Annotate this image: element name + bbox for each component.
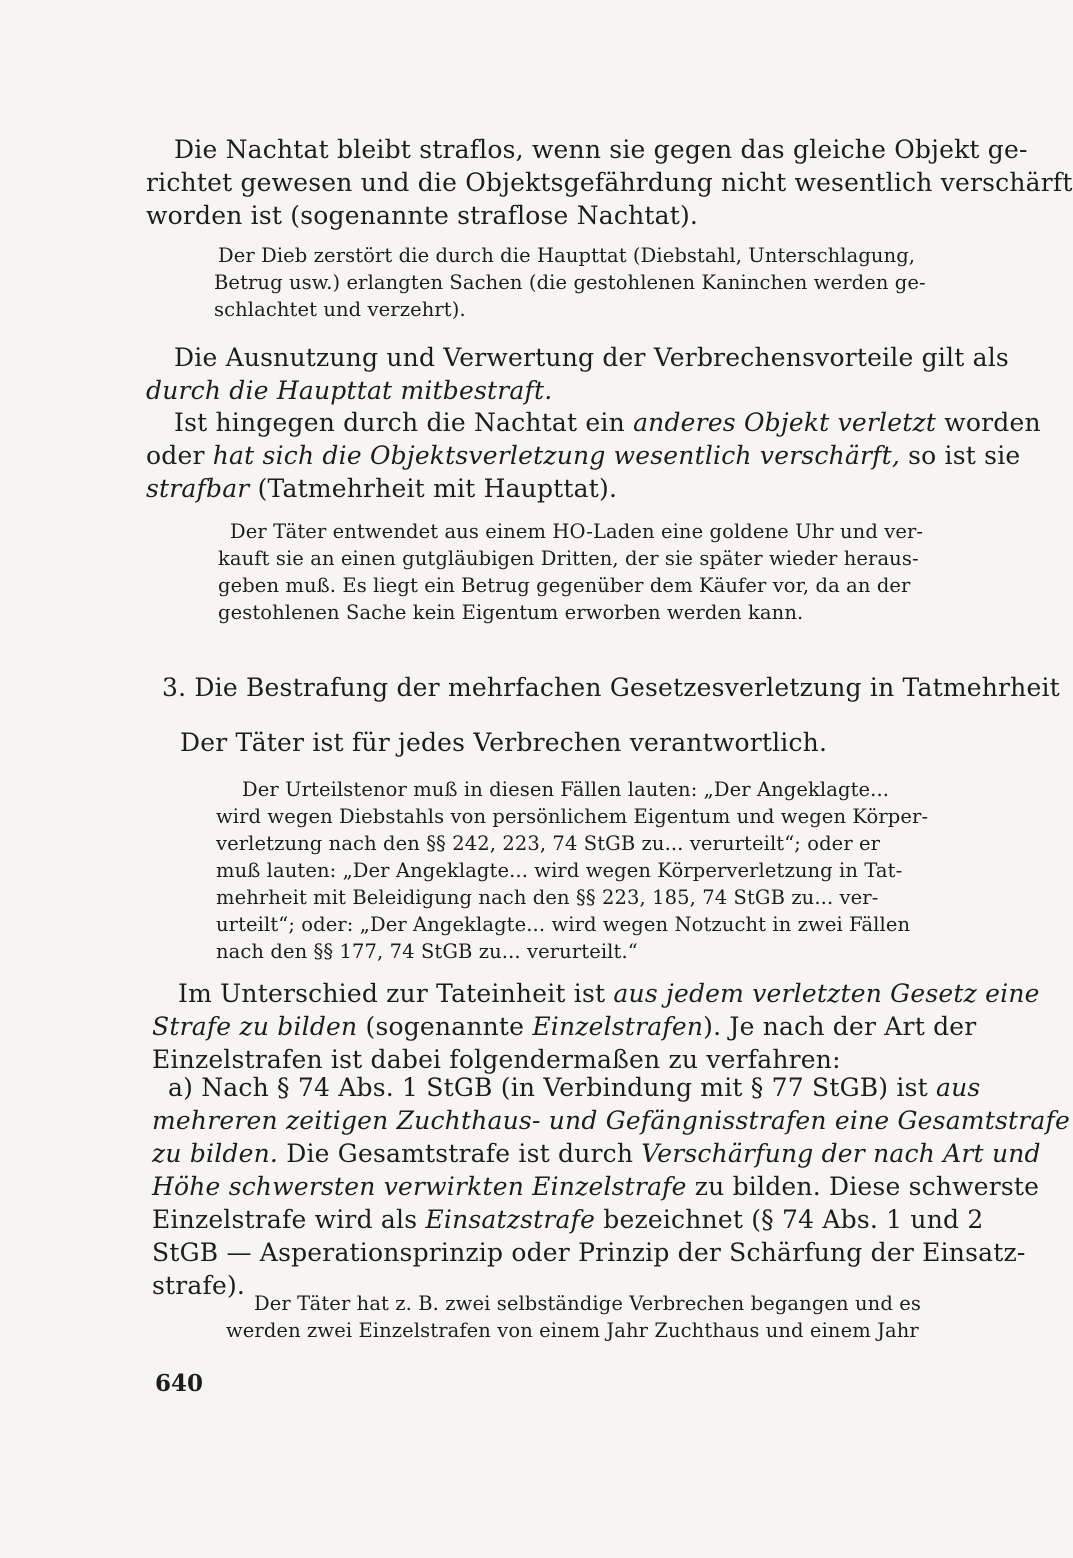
text-line: werden zwei Einzelstrafen von einem Jahr Zuchthaus und einem Jahr bbox=[226, 1319, 919, 1342]
text-line: gestohlenen Sache kein Eigentum erworben werden kann. bbox=[218, 601, 804, 624]
italic-phrase: Einsatzstrafe bbox=[425, 1205, 596, 1234]
text-line: Der Täter ist für jedes Verbrechen verantwortlich. bbox=[180, 728, 828, 757]
example-urteilstenor bbox=[216, 776, 996, 965]
text-line: mehrheit mit Beleidigung nach den §§ 223, 185, 74 StGB zu... ver- bbox=[216, 886, 879, 909]
text-run: zu bilden. Diese schwerste bbox=[686, 1172, 1040, 1201]
italic-phrase: zu bilden. bbox=[152, 1139, 279, 1168]
text-line: strafe). bbox=[152, 1271, 246, 1300]
text-line: wird wegen Diebstahls von persönlichem Eigentum und wegen Körper- bbox=[216, 805, 929, 828]
text-line: Die Nachtat bleibt straflos, wenn sie gegen das gleiche Objekt ge- bbox=[174, 135, 1028, 164]
italic-phrase: aus jedem verletzten Gesetz eine bbox=[613, 979, 1040, 1008]
page-number: 640 bbox=[155, 1370, 204, 1397]
italic-phrase: mehreren zeitigen Zuchthaus- und Gefängnisstrafen eine Gesamtstrafe bbox=[152, 1106, 1070, 1135]
section-heading: 3. Die Bestrafung der mehrfachen Gesetzesverletzung in Tatmehrheit bbox=[162, 673, 1060, 702]
text-run: Die Gesamtstrafe ist durch bbox=[278, 1139, 642, 1168]
italic-phrase: hat sich die Objektsverletzung wesentlich verschärft, bbox=[212, 441, 900, 470]
text-line: richtet gewesen und die Objektsgefährdung nicht wesentlich verschärft bbox=[146, 168, 1073, 197]
text-line: Der Urteilstenor muß in diesen Fällen lauten: „Der Angeklagte... bbox=[242, 778, 890, 801]
text-line: muß lauten: „Der Angeklagte... wird wegen Körperverletzung in Tat- bbox=[216, 859, 903, 882]
text-run: ). Je nach der Art der bbox=[703, 1012, 977, 1041]
paragraph-anderes-objekt bbox=[146, 406, 1041, 505]
text-run: Im Unterschied zur Tateinheit ist bbox=[178, 979, 614, 1008]
text-line: Die Ausnutzung und Verwertung der Verbrechensvorteile gilt als bbox=[174, 343, 1009, 372]
italic-phrase: durch die Haupttat mitbestraft. bbox=[146, 376, 553, 405]
italic-phrase: strafbar bbox=[146, 474, 250, 503]
text-run: (sogenannte bbox=[357, 1012, 533, 1041]
example-dieb bbox=[214, 242, 994, 323]
paragraph-ausnutzung bbox=[146, 341, 1009, 407]
italic-phrase: Höhe schwersten verwirkten Einzelstrafe bbox=[152, 1172, 687, 1201]
text-line: Betrug usw.) erlangten Sachen (die gestohlenen Kaninchen werden ge- bbox=[214, 271, 926, 294]
text-run: oder bbox=[146, 441, 213, 470]
text-line: urteilt“; oder: „Der Angeklagte... wird wegen Notzucht in zwei Fällen bbox=[216, 913, 911, 936]
example-zwei-verbrechen bbox=[226, 1290, 996, 1344]
italic-phrase: aus bbox=[936, 1073, 981, 1102]
text-line: nach den §§ 177, 74 StGB zu... verurteilt.“ bbox=[216, 940, 638, 963]
text-run: Einzelstrafe wird als bbox=[152, 1205, 426, 1234]
text-line: StGB — Asperationsprinzip oder Prinzip der Schärfung der Einsatz- bbox=[152, 1238, 1026, 1267]
text-run: so ist sie bbox=[899, 441, 1021, 470]
text-line: Der Täter entwendet aus einem HO-Laden eine goldene Uhr und ver- bbox=[230, 520, 924, 543]
text-run: a) Nach § 74 Abs. 1 StGB (in Verbindung mit § 77 StGB) ist bbox=[168, 1073, 937, 1102]
paragraph-einzelstrafen bbox=[152, 977, 1040, 1076]
text-line: Der Dieb zerstört die durch die Haupttat (Diebstahl, Unterschlagung, bbox=[218, 244, 916, 267]
text-line: verletzung nach den §§ 242, 223, 74 StGB zu... verurteilt“; oder er bbox=[216, 832, 881, 855]
paragraph-straflose-nachtat bbox=[146, 133, 1073, 232]
text-run: Ist hingegen durch die Nachtat ein bbox=[174, 408, 634, 437]
italic-phrase: Einzelstrafen bbox=[532, 1012, 704, 1041]
text-run: bezeichnet (§ 74 Abs. 1 und 2 bbox=[595, 1205, 984, 1234]
text-run: (Tatmehrheit mit Haupttat). bbox=[249, 474, 618, 503]
text-line: kauft sie an einen gutgläubigen Dritten, der sie später wieder heraus- bbox=[218, 547, 919, 570]
text-run: worden bbox=[936, 408, 1041, 437]
italic-phrase: Strafe zu bilden bbox=[152, 1012, 358, 1041]
text-line: worden ist (sogenannte straflose Nachtat). bbox=[146, 201, 699, 230]
italic-phrase: anderes Objekt verletzt bbox=[633, 408, 937, 437]
paragraph-gesamtstrafe bbox=[152, 1071, 1070, 1302]
text-line: Der Täter hat z. B. zwei selbständige Verbrechen begangen und es bbox=[254, 1292, 921, 1315]
paragraph-verantwortlich bbox=[180, 726, 827, 759]
text-line: Einzelstrafen ist dabei folgendermaßen zu verfahren: bbox=[152, 1045, 841, 1074]
text-line: schlachtet und verzehrt). bbox=[214, 298, 466, 321]
text-line: geben muß. Es liegt ein Betrug gegenüber dem Käufer vor, da an der bbox=[218, 574, 911, 597]
italic-phrase: Verschärfung der nach Art und bbox=[641, 1139, 1041, 1168]
example-ho-laden bbox=[218, 518, 994, 626]
